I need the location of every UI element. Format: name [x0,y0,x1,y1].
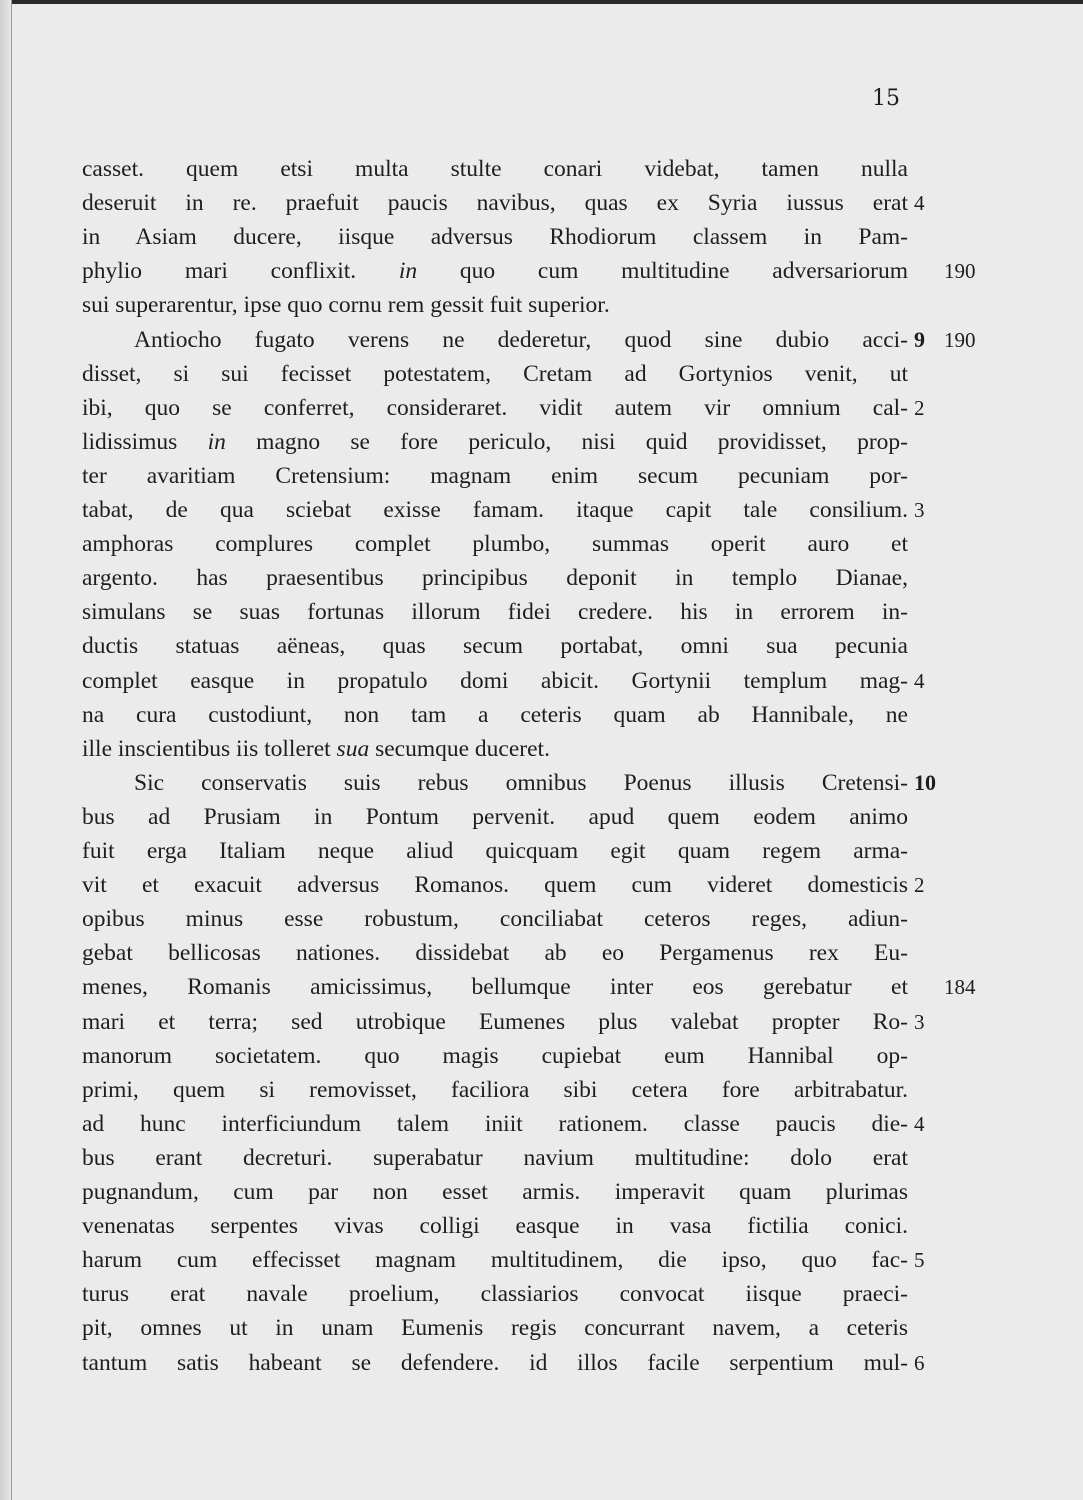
text-run: na cura custodiunt, non tam a ceteris quam ab Hannibale, ne [82,702,908,728]
text-line [82,698,908,732]
text-run: bus erant decreturi. superabatur navium multitudine: dolo erat [82,1145,908,1171]
page-top-edge [0,0,1083,4]
text-line [82,800,908,834]
text-run: lidissimus [82,429,208,455]
text-line [82,629,908,663]
text-line [82,1175,908,1209]
text-line-content [82,766,908,800]
text-run: bus ad Prusiam in Pontum pervenit. apud quem eodem animo [82,804,908,830]
text-line [82,1209,908,1243]
text-line [82,425,908,459]
text-run: pugnandum, cum par non esset armis. imperavit quam plurimas [82,1179,908,1205]
text-line-content [82,152,908,186]
text-run: disset, si sui fecisset potestatem, Cretam ad Gortynios venit, ut [82,361,908,387]
text-line-content [82,323,908,357]
chapter-number: 9 [914,327,925,352]
text-run: in Asiam ducere, iisque adversus Rhodiorum classem in Pam- [82,224,908,250]
text-line [82,152,908,186]
text-line-content [82,1311,908,1345]
text-run: manorum societatem. quo magis cupiebat eum Hannibal op- [82,1043,908,1069]
text-line [82,1039,908,1073]
text-run: quo cum multitudine adversariorum [417,258,908,284]
text-line [82,1107,908,1141]
text-line [82,1141,908,1175]
text-line [82,288,908,322]
text-line-content [82,1209,908,1243]
text-line-content [82,834,908,868]
text-run: Antiocho fugato verens ne dederetur, quod sine dubio acci- [134,327,908,353]
text-line [82,595,908,629]
text-line-content [82,800,908,834]
text-line-content [82,1073,908,1107]
text-line-content [82,970,908,1004]
text-line [82,970,908,1004]
text-line-content [82,1141,908,1175]
text-run: venenatas serpentes vivas colligi easque in vasa fictilia conici. [82,1213,908,1239]
text-run: ductis statuas aëneas, quas secum portabat, omni sua pecunia [82,633,908,659]
text-line [82,561,908,595]
text-line-content [82,664,908,698]
text-line [82,1277,908,1311]
text-run: phylio mari conflixit. [82,258,399,284]
text-line-content [82,1277,908,1311]
section-number: 4 [914,1112,925,1136]
text-line [82,391,908,425]
chapter-number: 10 [914,770,936,795]
text-run: ille inscientibus iis tolleret [82,736,337,762]
text-line [82,254,908,288]
text-run: tantum satis habeant se defendere. id illos facile serpentium mul- [82,1350,908,1376]
text-line [82,1311,908,1345]
text-run: sui superarentur, ipse quo cornu rem gessit fuit superior. [82,292,610,318]
text-run: vit et exacuit adversus Romanos. quem cum videret domesticis [82,872,908,898]
text-run: ad hunc interficiundum talem iniit rationem. classe paucis die- [82,1111,908,1137]
text-line [82,323,908,357]
text-line-content [82,1175,908,1209]
text-line-content [82,493,908,527]
text-line-content [82,288,908,322]
margin-year: 190 [944,259,976,283]
text-line [82,1243,908,1277]
text-line-content [82,357,908,391]
text-line [82,493,908,527]
text-line [82,459,908,493]
text-line-content [82,902,908,936]
text-run: pit, omnes ut in unam Eumenis regis concurrant navem, a ceteris [82,1315,908,1341]
text-line [82,766,908,800]
section-number: 4 [914,669,925,693]
section-number: 6 [914,1351,925,1375]
text-line [82,1005,908,1039]
text-line-content [82,595,908,629]
text-line-content [82,561,908,595]
text-run: harum cum effecisset magnam multitudinem, die ipso, quo fac- [82,1247,908,1273]
text-line-content [82,1005,908,1039]
text-run: magno se fore periculo, nisi quid providisset, prop- [225,429,908,455]
text-run: ibi, quo se conferret, consideraret. vidit autem vir omnium cal- [82,395,908,421]
text-line [82,186,908,220]
text-line-content [82,459,908,493]
text-run: menes, Romanis amicissimus, bellumque inter eos gerebatur et [82,974,908,1000]
text-run: gebat bellicosas nationes. dissidebat ab eo Pergamenus rex Eu- [82,940,908,966]
page-number: 15 [872,86,900,111]
text-line-content [82,698,908,732]
text-line [82,936,908,970]
text-run: casset. quem etsi multa stulte conari videbat, tamen nulla [82,156,908,182]
page-left-edge [11,0,12,1500]
text-line-content [82,220,908,254]
margin-year: 184 [944,975,976,999]
italic-text: sua [336,736,370,762]
italic-text: in [207,429,226,455]
text-line [82,1346,908,1380]
text-line [82,1073,908,1107]
text-line-content [82,1346,908,1380]
text-line-content [82,254,908,288]
text-run: turus erat navale proelium, classiarios convocat iisque praeci- [82,1281,908,1307]
text-run: amphoras complures complet plumbo, summas operit auro et [82,531,908,557]
text-line-content [82,936,908,970]
text-line-content [82,391,908,425]
text-run: complet easque in propatulo domi abicit. Gortynii templum mag- [82,668,908,694]
text-run: mari et terra; sed utrobique Eumenes plus valebat propter Ro- [82,1009,908,1035]
text-run: opibus minus esse robustum, conciliabat ceteros reges, adiun- [82,906,908,932]
text-line-content [82,629,908,663]
text-run: simulans se suas fortunas illorum fidei credere. his in errorem in- [82,599,908,625]
text-run: argento. has praesentibus principibus deponit in templo Dianae, [82,565,908,591]
text-run: primi, quem si removisset, faciliora sibi cetera fore arbitrabatur. [82,1077,908,1103]
text-run: tabat, de qua sciebat exisse famam. itaque capit tale consilium. [82,497,908,523]
section-number: 4 [914,191,925,215]
text-line-content [82,868,908,902]
margin-year: 190 [944,328,976,352]
text-line [82,834,908,868]
text-line-content [82,1243,908,1277]
text-line [82,902,908,936]
text-run: deseruit in re. praefuit paucis navibus, quas ex Syria iussus erat [82,190,908,216]
text-run: secumque duceret. [369,736,550,762]
text-line-content [82,1107,908,1141]
section-number: 2 [914,873,925,897]
text-line [82,357,908,391]
text-run: ter avaritiam Cretensium: magnam enim secum pecuniam por- [82,463,908,489]
text-run: fuit erga Italiam neque aliud quicquam egit quam regem arma- [82,838,908,864]
text-line [82,527,908,561]
section-number: 5 [914,1248,925,1272]
section-number: 3 [914,498,925,522]
text-line-content [82,1039,908,1073]
text-line-content [82,527,908,561]
section-number: 3 [914,1010,925,1034]
text-line [82,220,908,254]
text-run: Sic conservatis suis rebus omnibus Poenus illusis Cretensi- [134,770,908,796]
text-line-content [82,732,908,766]
text-line [82,732,908,766]
text-line [82,868,908,902]
italic-text: in [398,258,418,284]
text-line [82,664,908,698]
text-line-content [82,186,908,220]
section-number: 2 [914,396,925,420]
text-line-content [82,425,908,459]
